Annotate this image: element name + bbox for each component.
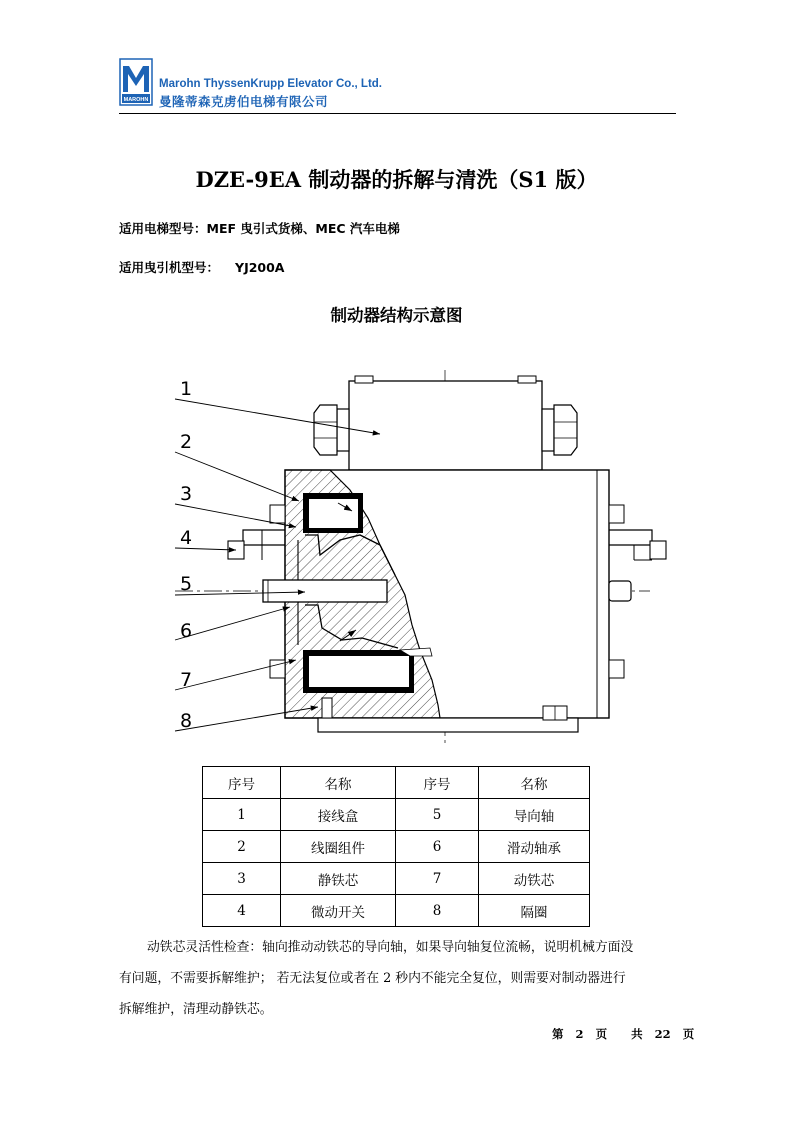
table-cell: 8 [396,895,479,927]
company-logo [119,58,153,106]
table-cell: 4 [203,895,281,927]
table-header-cell: 序号 [203,767,281,799]
callout-2: 2 [180,431,193,453]
table-row [203,895,590,927]
callout-4: 4 [180,527,193,549]
total-suffix: 页 [682,1027,695,1041]
applicable-machine-label: 适用曳引机型号： [119,260,220,275]
applicable-elevator-value: MEF 曳引式货梯、MEC 汽车电梯 [206,221,400,236]
table-header-row [203,767,590,799]
callout-7: 7 [180,669,193,691]
total-pages: 22 [654,1027,671,1041]
header-divider [119,113,676,114]
table-cell: 7 [396,863,479,895]
page-footer [552,1026,694,1042]
callout-5: 5 [180,573,193,595]
page-suffix: 页 [595,1027,608,1041]
document-title: DZE-9EA 制动器的拆解与清洗（S1 版） [195,167,598,192]
table-cell: 微动开关 [281,895,396,927]
table-row [203,831,590,863]
table-cell: 3 [203,863,281,895]
page-number: 2 [575,1027,584,1041]
paragraph-line-3: 拆解维护，清理动静铁芯。 [119,1002,273,1017]
table-header-cell: 名称 [281,767,396,799]
applicable-machine-value: YJ200A [235,260,285,275]
total-prefix: 共 [631,1027,643,1041]
table-cell: 1 [203,799,281,831]
company-name-en: Marohn ThyssenKrupp Elevator Co., Ltd. [159,78,382,90]
page-prefix: 第 [552,1027,564,1041]
callout-6: 6 [180,620,193,642]
table-cell: 动铁芯 [479,863,590,895]
table-row [203,799,590,831]
table-cell: 2 [203,831,281,863]
table-header-cell: 名称 [479,767,590,799]
table-cell: 6 [396,831,479,863]
callout-1: 1 [180,378,193,400]
callout-8: 8 [180,710,193,732]
applicable-elevator-line [119,219,400,237]
table-header-cell: 序号 [396,767,479,799]
table-cell: 线圈组件 [281,831,396,863]
brake-structure-diagram [0,360,793,760]
table-cell: 隔圈 [479,895,590,927]
table-cell: 5 [396,799,479,831]
table-cell: 接线盒 [281,799,396,831]
table-row [203,863,590,895]
table-cell: 导向轴 [479,799,590,831]
paragraph-line-1: 动铁芯灵活性检查：轴向推动动铁芯的导向轴，如果导向轴复位流畅，说明机械方面没 [147,940,634,955]
table-cell: 静铁芯 [281,863,396,895]
diagram-title: 制动器结构示意图 [330,306,463,325]
company-name-cn: 曼隆蒂森克虏伯电梯有限公司 [159,94,329,109]
table-cell: 滑动轴承 [479,831,590,863]
paragraph-line-2: 有问题，不需要拆解维护； 若无法复位或者在 2 秒内不能完全复位，则需要对制动器进行 [119,971,626,986]
callout-3: 3 [180,483,193,505]
applicable-elevator-label: 适用电梯型号： [119,221,207,236]
parts-table [202,766,590,927]
applicable-machine-line [119,258,285,276]
logo-text: MAROHN [123,97,149,103]
